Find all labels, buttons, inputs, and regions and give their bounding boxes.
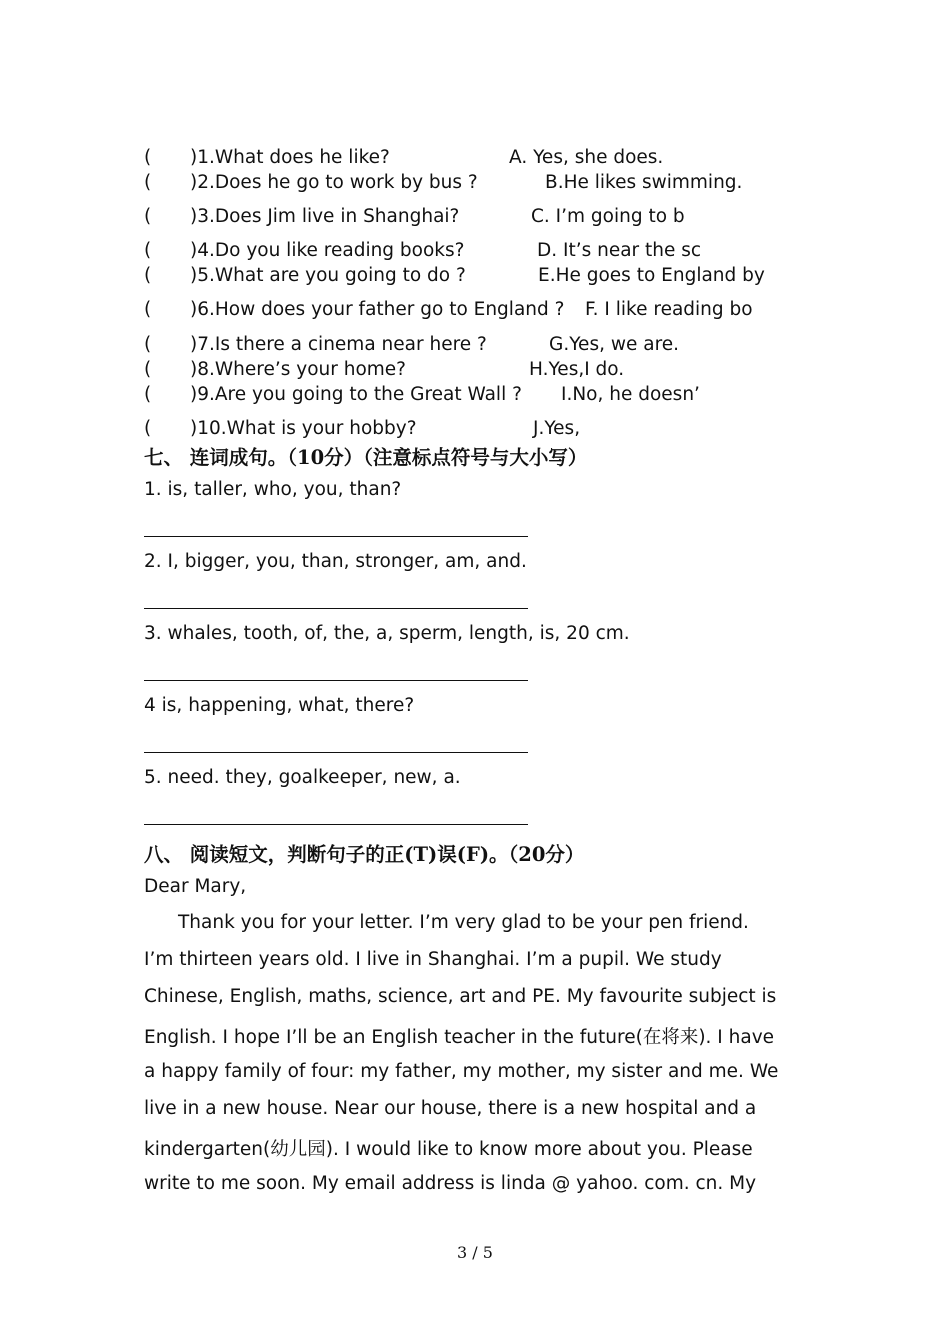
answer-option: J.Yes, (533, 418, 581, 439)
answer-option: I.No, he doesn’ (561, 384, 700, 405)
letter-line: I’m thirteen years old. I live in Shanghai. I’m a pupil. We study (144, 949, 722, 970)
answer-line[interactable] (144, 608, 528, 609)
question-text: )6.How does your father go to England ? (190, 299, 565, 320)
answer-option: F. I like reading bo (585, 299, 753, 320)
answer-option: B.He likes swimming. (545, 172, 743, 193)
word-list: 3. whales, tooth, of, the, a, sperm, length, is, 20 cm. (144, 623, 630, 644)
answer-blank: ( (144, 240, 152, 261)
letter-line: kindergarten(幼儿园). I would like to know more about you. Please (144, 1139, 753, 1160)
answer-option: H.Yes,I do. (529, 359, 625, 380)
answer-line[interactable] (144, 752, 528, 753)
letter-line: write to me soon. My email address is linda @ yahoo. com. cn. My (144, 1173, 757, 1194)
answer-blank: ( (144, 359, 152, 380)
page-number: 3 / 5 (457, 1243, 493, 1262)
answer-blank: ( (144, 299, 152, 320)
answer-line[interactable] (144, 536, 528, 537)
word-list: 4 is, happening, what, there? (144, 695, 415, 716)
answer-blank: ( (144, 206, 152, 227)
question-text: )9.Are you going to the Great Wall ? (190, 384, 522, 405)
answer-blank: ( (144, 172, 152, 193)
answer-blank: ( (144, 418, 152, 439)
letter-line: Chinese, English, maths, science, art and PE. My favourite subject is (144, 986, 777, 1007)
answer-line[interactable] (144, 680, 528, 681)
question-text: )10.What is your hobby? (190, 418, 417, 439)
section-heading: 八、 阅读短文，判断句子的正(T)误(F)。（20分） (144, 843, 585, 866)
question-text: )3.Does Jim live in Shanghai? (190, 206, 460, 227)
word-list: 2. I, bigger, you, than, stronger, am, and. (144, 551, 527, 572)
letter-salutation: Dear Mary, (144, 876, 247, 897)
answer-option: G.Yes, we are. (549, 334, 680, 355)
answer-blank: ( (144, 147, 152, 168)
question-text: )2.Does he go to work by bus ? (190, 172, 478, 193)
letter-line: live in a new house. Near our house, there is a new hospital and a (144, 1098, 757, 1119)
answer-line[interactable] (144, 824, 528, 825)
letter-line: English. I hope I’ll be an English teacher in the future(在将来). I have (144, 1027, 775, 1048)
word-list: 1. is, taller, who, you, than? (144, 479, 402, 500)
question-text: )7.Is there a cinema near here ? (190, 334, 487, 355)
answer-blank: ( (144, 334, 152, 355)
answer-option: D. It’s near the sc (537, 240, 702, 261)
answer-blank: ( (144, 265, 152, 286)
section-heading: 七、 连词成句。（10分）（注意标点符号与大小写） (144, 446, 588, 469)
question-text: )5.What are you going to do ? (190, 265, 466, 286)
question-text: )8.Where’s your home? (190, 359, 406, 380)
answer-blank: ( (144, 384, 152, 405)
answer-option: E.He goes to England by (538, 265, 765, 286)
letter-line: a happy family of four: my father, my mother, my sister and me. We (144, 1061, 779, 1082)
question-text: )1.What does he like? (190, 147, 390, 168)
answer-option: C. I’m going to b (531, 206, 685, 227)
letter-line: Thank you for your letter. I’m very glad to be your pen friend. (178, 912, 749, 933)
word-list: 5. need. they, goalkeeper, new, a. (144, 767, 461, 788)
question-text: )4.Do you like reading books? (190, 240, 465, 261)
answer-option: A. Yes, she does. (509, 147, 664, 168)
